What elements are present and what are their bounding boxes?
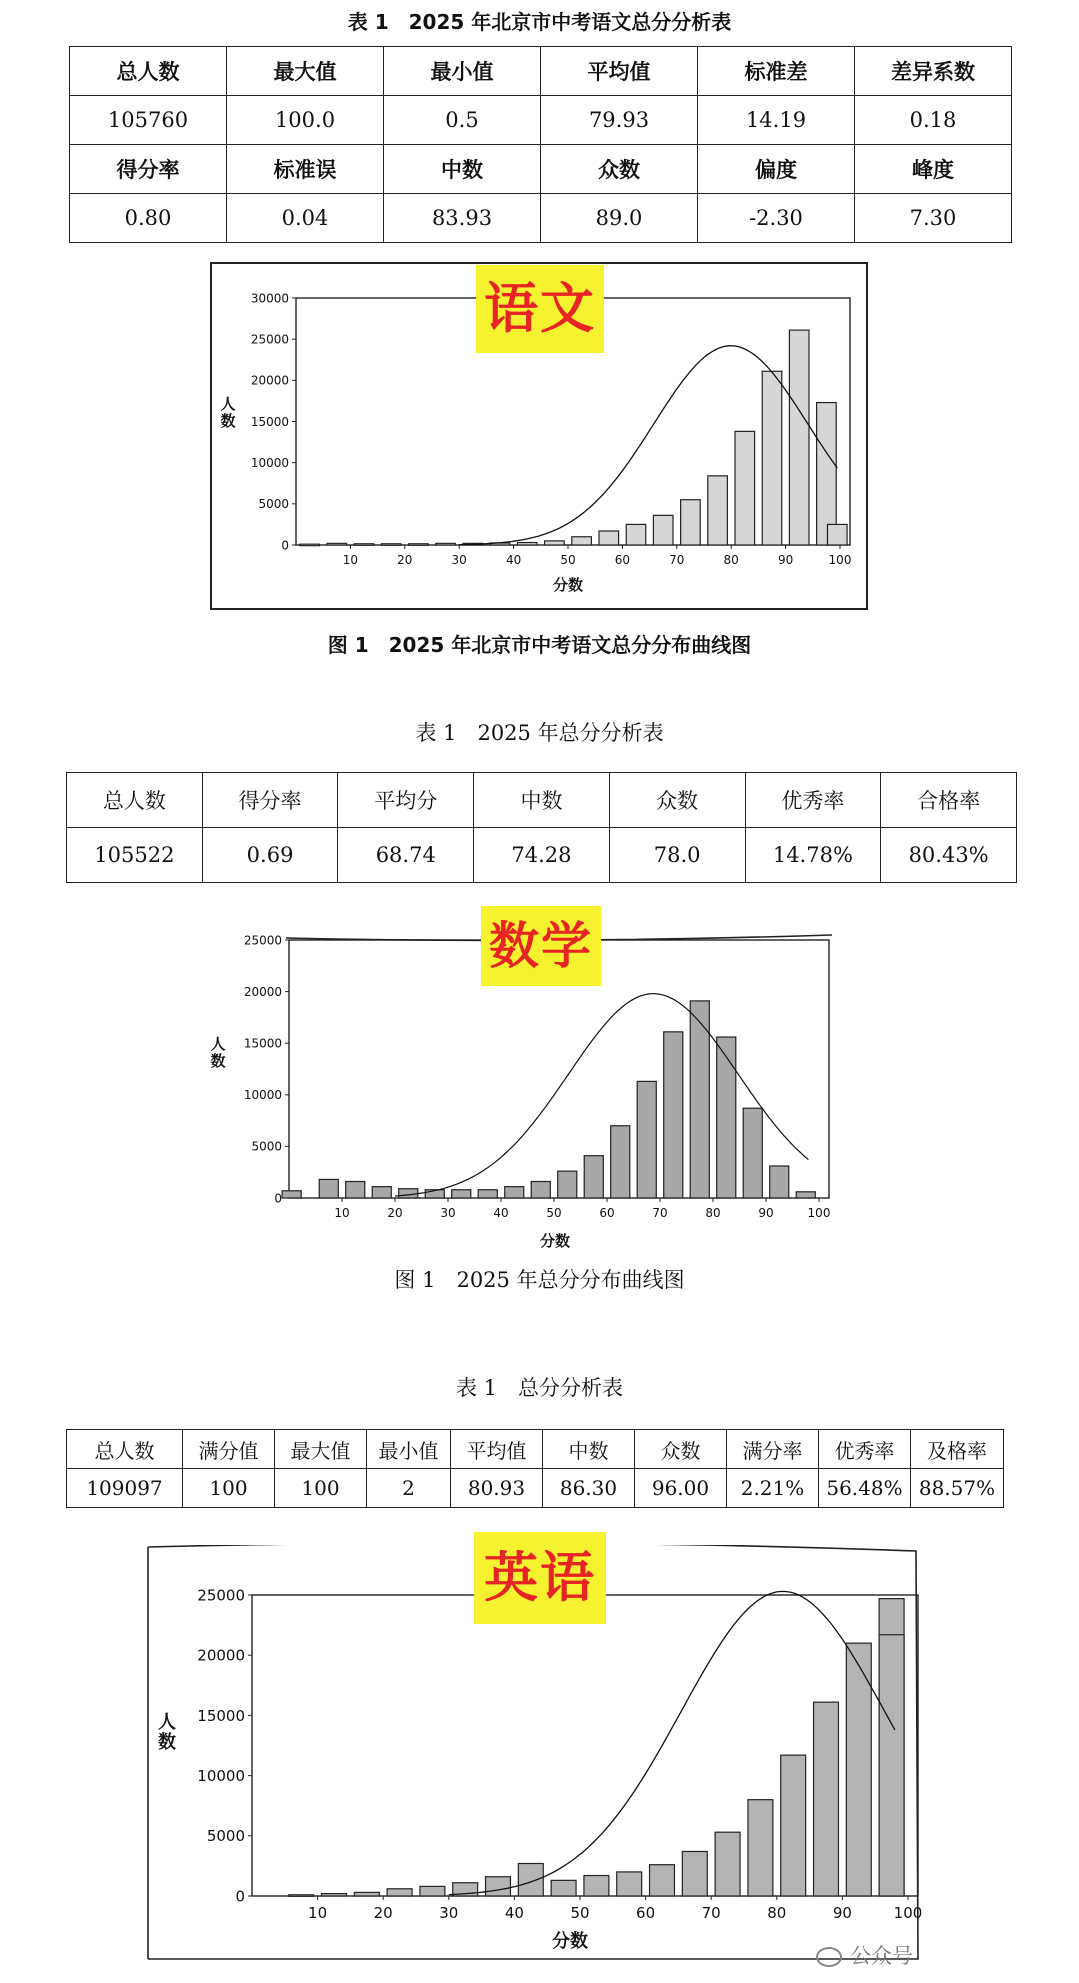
x-tick-label: 70 <box>652 1206 668 1220</box>
y-tick-label: 5000 <box>206 1827 245 1846</box>
table-cell: 7.30 <box>855 194 1012 243</box>
x-tick-label: 70 <box>701 1904 721 1922</box>
table-cell: 88.57% <box>911 1469 1004 1508</box>
x-tick-label: 60 <box>614 553 631 567</box>
histogram-bar <box>300 544 320 546</box>
table-cell: 众数 <box>635 1430 727 1469</box>
table-cell: 总人数 <box>67 1430 183 1469</box>
table-cell: 差异系数 <box>855 47 1012 96</box>
table-cell: 最大值 <box>275 1430 367 1469</box>
histogram-bar <box>322 1894 347 1896</box>
x-tick-label: 40 <box>504 1904 524 1922</box>
table-cell: 80.43% <box>881 828 1017 883</box>
histogram-bar <box>478 1190 497 1198</box>
table-cell: 86.30 <box>543 1469 635 1508</box>
histogram-bar <box>387 1889 412 1896</box>
histogram-bar <box>282 1191 301 1198</box>
histogram-bar <box>452 1190 471 1198</box>
histogram-bar <box>796 1192 815 1198</box>
histogram-bar <box>584 1876 609 1896</box>
histogram-bar <box>770 1166 789 1198</box>
histogram-bar <box>653 515 673 545</box>
shuxue-table-caption: 表 1 2025 年总分分析表 <box>415 721 664 745</box>
histogram-bar <box>327 543 347 545</box>
histogram-bar <box>319 1179 338 1198</box>
table-cell: 得分率 <box>202 773 338 828</box>
yingyu-subject-tag: 英语 <box>474 1532 606 1624</box>
histogram-bar <box>531 1181 550 1198</box>
table-cell: 中数 <box>543 1430 635 1469</box>
table-cell: 109097 <box>67 1469 183 1508</box>
x-tick-label: 20 <box>373 1904 393 1922</box>
table-cell: 0.5 <box>384 96 541 145</box>
x-tick-label: 40 <box>493 1206 509 1220</box>
histogram-bar <box>748 1800 773 1896</box>
y-tick-label: 10000 <box>243 1088 282 1103</box>
x-tick-label: 100 <box>828 553 852 567</box>
y-tick-label: 15000 <box>243 1036 282 1051</box>
x-tick-label: 60 <box>599 1206 615 1220</box>
y-tick-label: 20000 <box>197 1646 245 1665</box>
x-tick-label: 10 <box>342 553 359 567</box>
x-tick-label: 30 <box>439 1904 459 1922</box>
table-cell: 100.0 <box>227 96 384 145</box>
table-cell: 满分值 <box>183 1430 275 1469</box>
shuxue-subject-tag: 数学 <box>481 906 601 986</box>
y-tick-label: 30000 <box>250 291 289 306</box>
histogram-bar <box>789 330 809 545</box>
histogram-bar <box>354 544 374 546</box>
table-cell: 中数 <box>474 773 610 828</box>
table-cell: 总人数 <box>70 47 227 96</box>
y-axis-label: 人数 <box>210 1035 226 1070</box>
x-tick-label: 20 <box>387 1206 403 1220</box>
histogram-bar <box>381 544 401 546</box>
x-tick-label: 30 <box>451 553 467 567</box>
y-tick-label: 0 <box>281 538 289 553</box>
table-cell: 105522 <box>67 828 203 883</box>
x-tick-label: 60 <box>636 1904 656 1922</box>
x-tick-label: 90 <box>777 553 794 567</box>
histogram-bar <box>517 543 537 545</box>
x-tick-label: 80 <box>767 1904 787 1922</box>
histogram-bar <box>681 500 701 545</box>
table-cell: 合格率 <box>881 773 1017 828</box>
shuxue-stats-table <box>66 772 1017 883</box>
x-tick-label: 30 <box>440 1206 456 1220</box>
histogram-bar <box>637 1081 656 1198</box>
table-cell: 89.0 <box>541 194 698 243</box>
histogram-bar <box>879 1635 904 1896</box>
table-cell: 平均分 <box>338 773 474 828</box>
yingyu-table-caption: 表 1 总分分析表 <box>455 1376 624 1400</box>
x-tick-label: 10 <box>308 1904 328 1922</box>
x-axis-label: 分数 <box>552 1931 588 1952</box>
histogram-bar <box>399 1189 418 1198</box>
table-cell: 0.04 <box>227 194 384 243</box>
histogram-bar <box>735 431 755 545</box>
x-tick-label: 50 <box>570 1904 590 1922</box>
histogram-bar <box>664 1032 683 1198</box>
table-cell: 68.74 <box>338 828 474 883</box>
table-cell: 14.19 <box>698 96 855 145</box>
wechat-icon <box>816 1947 842 1967</box>
table-cell: 标准误 <box>227 145 384 194</box>
table-cell: 0.80 <box>70 194 227 243</box>
table-cell: 56.48% <box>819 1469 911 1508</box>
x-tick-label: 20 <box>397 553 413 567</box>
watermark <box>816 1940 913 1970</box>
table-cell: 83.93 <box>384 194 541 243</box>
histogram-bar <box>650 1865 675 1896</box>
table-cell: 100 <box>183 1469 275 1508</box>
histogram-bar <box>715 1832 740 1896</box>
table-cell: 最小值 <box>367 1430 451 1469</box>
table-cell: -2.30 <box>698 194 855 243</box>
histogram-bar <box>372 1187 391 1198</box>
yuwen-subject-tag: 语文 <box>476 265 604 353</box>
y-tick-label: 25000 <box>250 332 289 347</box>
histogram-bar <box>436 543 456 545</box>
x-tick-label: 80 <box>723 553 739 567</box>
histogram-bar <box>420 1886 445 1896</box>
x-tick-label: 70 <box>669 553 685 567</box>
table-cell: 100 <box>275 1469 367 1508</box>
table-cell: 平均值 <box>451 1430 543 1469</box>
histogram-bar <box>781 1755 806 1896</box>
table-cell: 众数 <box>609 773 745 828</box>
histogram-bar <box>409 544 429 546</box>
histogram-bar <box>717 1037 736 1198</box>
watermark-text: 公众号 <box>850 1944 913 1968</box>
yuwen-table-caption: 表 1 2025 年北京市中考语文总分分析表 <box>347 10 732 34</box>
y-tick-label: 15000 <box>197 1706 245 1725</box>
table-cell: 偏度 <box>698 145 855 194</box>
x-tick-label: 50 <box>546 1206 562 1220</box>
shuxue-figure-caption: 图 1 2025 年总分分布曲线图 <box>394 1268 685 1292</box>
x-tick-label: 80 <box>705 1206 721 1220</box>
histogram-bar <box>551 1880 576 1896</box>
y-tick-label: 0 <box>235 1887 245 1906</box>
table-cell: 众数 <box>541 145 698 194</box>
table-cell: 78.0 <box>609 828 745 883</box>
x-tick-label: 90 <box>758 1206 774 1220</box>
histogram-bar <box>346 1181 365 1198</box>
histogram-bar <box>762 371 782 545</box>
histogram-bar <box>617 1872 642 1896</box>
y-axis-label: 人数 <box>220 395 236 430</box>
y-tick-label: 5000 <box>251 1139 282 1154</box>
histogram-bar <box>518 1863 543 1896</box>
x-axis-label: 分数 <box>539 1232 571 1250</box>
y-tick-label: 20000 <box>250 373 289 388</box>
table-cell: 满分率 <box>727 1430 819 1469</box>
histogram-bar <box>599 531 619 545</box>
y-tick-label: 25000 <box>243 933 282 948</box>
histogram-bar <box>354 1892 379 1896</box>
y-tick-label: 25000 <box>197 1586 245 1605</box>
table-cell: 中数 <box>384 145 541 194</box>
histogram-bar <box>827 524 847 545</box>
table-cell: 得分率 <box>70 145 227 194</box>
histogram-bar <box>682 1851 707 1896</box>
yuwen-stats-table <box>69 46 1012 243</box>
table-cell: 2.21% <box>727 1469 819 1508</box>
table-cell: 105760 <box>70 96 227 145</box>
table-cell: 及格率 <box>911 1430 1004 1469</box>
table-cell: 79.93 <box>541 96 698 145</box>
y-tick-label: 15000 <box>250 414 289 429</box>
histogram-bar <box>611 1126 630 1198</box>
histogram-bar <box>486 1877 511 1896</box>
table-cell: 14.78% <box>745 828 881 883</box>
histogram-bar <box>572 537 592 545</box>
table-cell: 74.28 <box>474 828 610 883</box>
x-tick-label: 90 <box>832 1904 852 1922</box>
y-axis-label: 人数 <box>158 1712 176 1753</box>
table-cell: 标准差 <box>698 47 855 96</box>
histogram-bar <box>626 524 646 545</box>
histogram-bar <box>558 1171 577 1198</box>
histogram-bar <box>708 476 728 545</box>
x-tick-label: 40 <box>505 553 522 567</box>
histogram-bar <box>505 1187 524 1198</box>
x-tick-label: 100 <box>893 1904 923 1922</box>
histogram-bar <box>545 541 565 545</box>
histogram-bar <box>817 403 837 545</box>
table-cell: 最小值 <box>384 47 541 96</box>
table-cell: 2 <box>367 1469 451 1508</box>
table-cell: 平均值 <box>541 47 698 96</box>
yuwen-figure-caption: 图 1 2025 年北京市中考语文总分分布曲线图 <box>327 633 752 657</box>
table-cell: 0.69 <box>202 828 338 883</box>
table-cell: 96.00 <box>635 1469 727 1508</box>
yingyu-stats-table <box>66 1429 1004 1508</box>
y-tick-label: 0 <box>274 1191 282 1206</box>
x-tick-label: 100 <box>807 1206 831 1220</box>
table-cell: 总人数 <box>67 773 203 828</box>
table-cell: 最大值 <box>227 47 384 96</box>
y-tick-label: 5000 <box>258 497 289 512</box>
histogram-bar <box>289 1895 314 1897</box>
table-cell: 80.93 <box>451 1469 543 1508</box>
y-tick-label: 10000 <box>197 1767 245 1785</box>
table-cell: 优秀率 <box>819 1430 911 1469</box>
y-tick-label: 10000 <box>250 455 289 470</box>
histogram-bar <box>814 1702 839 1896</box>
table-cell: 峰度 <box>855 145 1012 194</box>
histogram-bar <box>584 1156 603 1198</box>
x-tick-label: 50 <box>560 553 576 567</box>
table-cell: 0.18 <box>855 96 1012 145</box>
y-tick-label: 20000 <box>243 984 282 999</box>
x-axis-label: 分数 <box>552 576 584 594</box>
x-tick-label: 10 <box>334 1206 350 1220</box>
table-cell: 优秀率 <box>745 773 881 828</box>
histogram-bar <box>743 1108 762 1198</box>
